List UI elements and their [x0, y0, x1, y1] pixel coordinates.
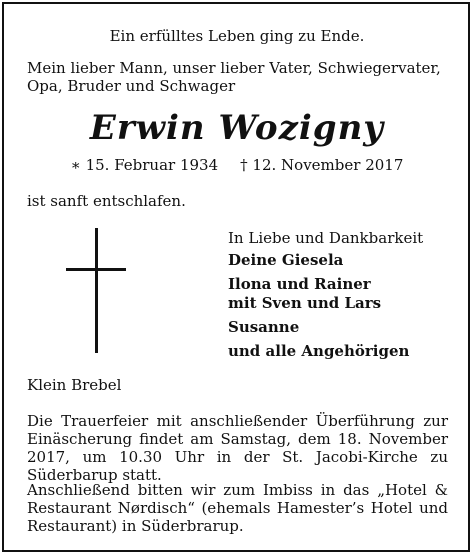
place-name: Klein Brebel	[27, 376, 122, 394]
cross-icon	[95, 228, 98, 353]
life-dates	[0, 156, 474, 174]
death-date: † 12. November 2017	[240, 156, 404, 174]
birth-date: ∗ 15. Februar 1934	[70, 156, 219, 174]
service-paragraph: Die Trauerfeier mit anschließender Überführung zur Einäscherung findet am Samstag, dem 18. November 2017, um 10.30 Uhr in der St. Jacobi-Kirche zu Süderbarup statt.	[27, 412, 448, 484]
mourner-name: Ilona und Rainer	[228, 275, 371, 293]
mourner-name: und alle Angehörigen	[228, 342, 410, 360]
mourner-name: Susanne	[228, 318, 300, 336]
relation-line-1: Mein lieber Mann, unser lieber Vater, Schwiegervater,	[27, 59, 441, 77]
mourners-intro: In Liebe und Dankbarkeit	[228, 229, 424, 247]
opening-line: Ein erfülltes Leben ging zu Ende.	[109, 27, 365, 45]
reception-paragraph: Anschließend bitten wir zum Imbiss in das „Hotel & Restaurant Nørdisch“ (ehemals Hamester’s Hotel und Restaurant) in Süderbrarup.	[27, 481, 448, 535]
passed-away-text: ist sanft entschlafen.	[27, 192, 186, 210]
relation-line-2: Opa, Bruder und Schwager	[27, 77, 236, 95]
cross-icon-bar	[66, 268, 126, 271]
deceased-name: Erwin Wozigny	[89, 108, 385, 148]
mourner-name: Deine Giesela	[228, 251, 344, 269]
mourner-name: mit Sven und Lars	[228, 294, 382, 312]
